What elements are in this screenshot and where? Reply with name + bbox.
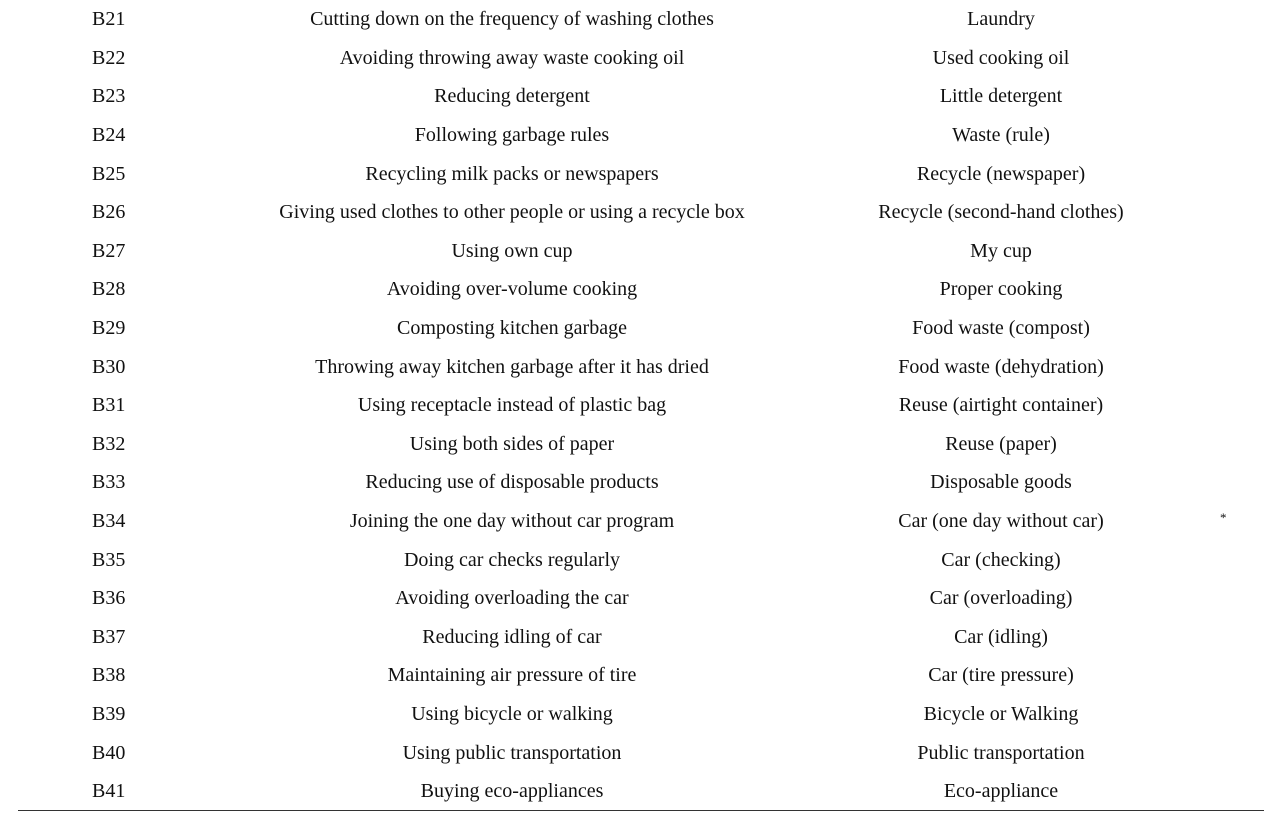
row-behavior: Using receptacle instead of plastic bag — [357, 394, 667, 417]
row-mark — [1182, 154, 1264, 193]
table-row — [18, 154, 1264, 193]
table-row — [18, 0, 1264, 39]
row-label: Eco-appliance — [820, 772, 1182, 811]
row-code: B36 — [92, 587, 126, 610]
row-mark — [1182, 347, 1264, 386]
table-row — [18, 656, 1264, 695]
row-label: Recycle (newspaper) — [916, 162, 1086, 185]
table-row — [18, 463, 1264, 502]
row-label: Little detergent — [939, 85, 1063, 108]
table-row — [18, 695, 1264, 734]
table-row — [18, 772, 1264, 811]
row-mark — [1182, 463, 1264, 502]
row-code: B34 — [92, 510, 126, 533]
row-code: B32 — [92, 432, 126, 455]
row-behavior: Joining the one day without car program — [349, 510, 675, 533]
row-label: Car (overloading) — [929, 587, 1073, 610]
row-code: B40 — [92, 741, 126, 764]
row-label: Car (one day without car) — [898, 510, 1104, 533]
row-label: Bicycle or Walking — [923, 702, 1079, 725]
row-mark — [1182, 579, 1264, 618]
row-mark — [1182, 39, 1264, 78]
row-mark: * — [1220, 509, 1227, 525]
row-mark — [1182, 772, 1264, 811]
table-row — [18, 733, 1264, 772]
table-body — [18, 0, 1264, 811]
row-behavior: Using own cup — [451, 239, 573, 262]
row-label: My cup — [970, 239, 1032, 262]
row-mark — [1182, 232, 1264, 271]
row-code: B35 — [92, 548, 126, 571]
row-label: Laundry — [967, 8, 1035, 31]
row-code: B37 — [92, 625, 126, 648]
row-behavior: Avoiding overloading the car — [395, 587, 629, 610]
row-code: B22 — [92, 46, 126, 69]
row-mark — [1182, 270, 1264, 309]
table-row — [18, 270, 1264, 309]
table-row — [18, 39, 1264, 78]
row-behavior: Buying eco-appliances — [204, 772, 820, 811]
row-code: B28 — [92, 278, 126, 301]
row-behavior: Reducing detergent — [434, 85, 590, 108]
row-code: B26 — [92, 201, 126, 224]
behavior-table — [18, 0, 1264, 811]
row-mark — [1182, 656, 1264, 695]
row-behavior: Composting kitchen garbage — [397, 317, 627, 340]
row-label: Public transportation — [917, 741, 1085, 764]
row-behavior: Recycling milk packs or newspapers — [365, 162, 659, 185]
row-mark — [1182, 540, 1264, 579]
row-behavior: Giving used clothes to other people or using a recycle box — [279, 201, 745, 224]
row-code: B21 — [92, 8, 126, 31]
row-mark — [1182, 309, 1264, 348]
row-label: Car (idling) — [954, 625, 1048, 648]
row-label: Proper cooking — [939, 278, 1063, 301]
row-code: B31 — [92, 394, 126, 417]
table-row — [18, 618, 1264, 657]
table-row — [18, 579, 1264, 618]
table-row — [18, 309, 1264, 348]
row-code: B39 — [92, 702, 126, 725]
row-label: Used cooking oil — [932, 46, 1070, 69]
row-mark — [1182, 0, 1264, 39]
table-row — [18, 193, 1264, 232]
row-label: Reuse (airtight container) — [898, 394, 1104, 417]
row-mark — [1182, 116, 1264, 155]
row-behavior: Following garbage rules — [414, 124, 610, 147]
row-code: B30 — [92, 355, 126, 378]
row-behavior: Using bicycle or walking — [411, 702, 613, 725]
row-behavior: Cutting down on the frequency of washing clothes — [310, 8, 714, 31]
row-behavior: Using public transportation — [402, 741, 622, 764]
row-mark — [1182, 193, 1264, 232]
row-behavior: Avoiding over-volume cooking — [386, 278, 638, 301]
row-label: Car (checking) — [941, 548, 1061, 571]
row-behavior: Throwing away kitchen garbage after it has dried — [315, 355, 709, 378]
table-row — [18, 502, 1264, 541]
row-mark — [1182, 386, 1264, 425]
table-row — [18, 116, 1264, 155]
row-label: Food waste (dehydration) — [898, 355, 1104, 378]
row-code: B29 — [92, 317, 126, 340]
row-label: Food waste (compost) — [912, 317, 1090, 340]
row-mark — [1182, 618, 1264, 657]
row-code: B41 — [18, 772, 204, 811]
row-mark — [1182, 77, 1264, 116]
row-mark — [1182, 733, 1264, 772]
row-code: B38 — [92, 664, 126, 687]
row-behavior: Using both sides of paper — [409, 432, 615, 455]
behavior-table-container — [18, 0, 1264, 811]
table-row — [18, 77, 1264, 116]
row-code: B24 — [92, 124, 126, 147]
table-row — [18, 347, 1264, 386]
row-mark — [1182, 425, 1264, 464]
row-behavior: Reducing idling of car — [422, 625, 602, 648]
row-label: Waste (rule) — [952, 124, 1050, 147]
row-code: B33 — [92, 471, 126, 494]
row-label: Recycle (second-hand clothes) — [878, 201, 1124, 224]
row-code: B25 — [92, 162, 126, 185]
row-label: Car (tire pressure) — [928, 664, 1074, 687]
row-label: Reuse (paper) — [945, 432, 1057, 455]
row-label: Disposable goods — [930, 471, 1072, 494]
table-row — [18, 386, 1264, 425]
row-mark — [1182, 695, 1264, 734]
row-behavior: Doing car checks regularly — [403, 548, 620, 571]
table-row — [18, 540, 1264, 579]
table-row — [18, 232, 1264, 271]
row-code: B27 — [92, 239, 126, 262]
row-code: B23 — [92, 85, 126, 108]
row-behavior: Avoiding throwing away waste cooking oil — [339, 46, 685, 69]
row-behavior: Maintaining air pressure of tire — [387, 664, 637, 687]
row-behavior: Reducing use of disposable products — [365, 471, 659, 494]
table-row — [18, 425, 1264, 464]
